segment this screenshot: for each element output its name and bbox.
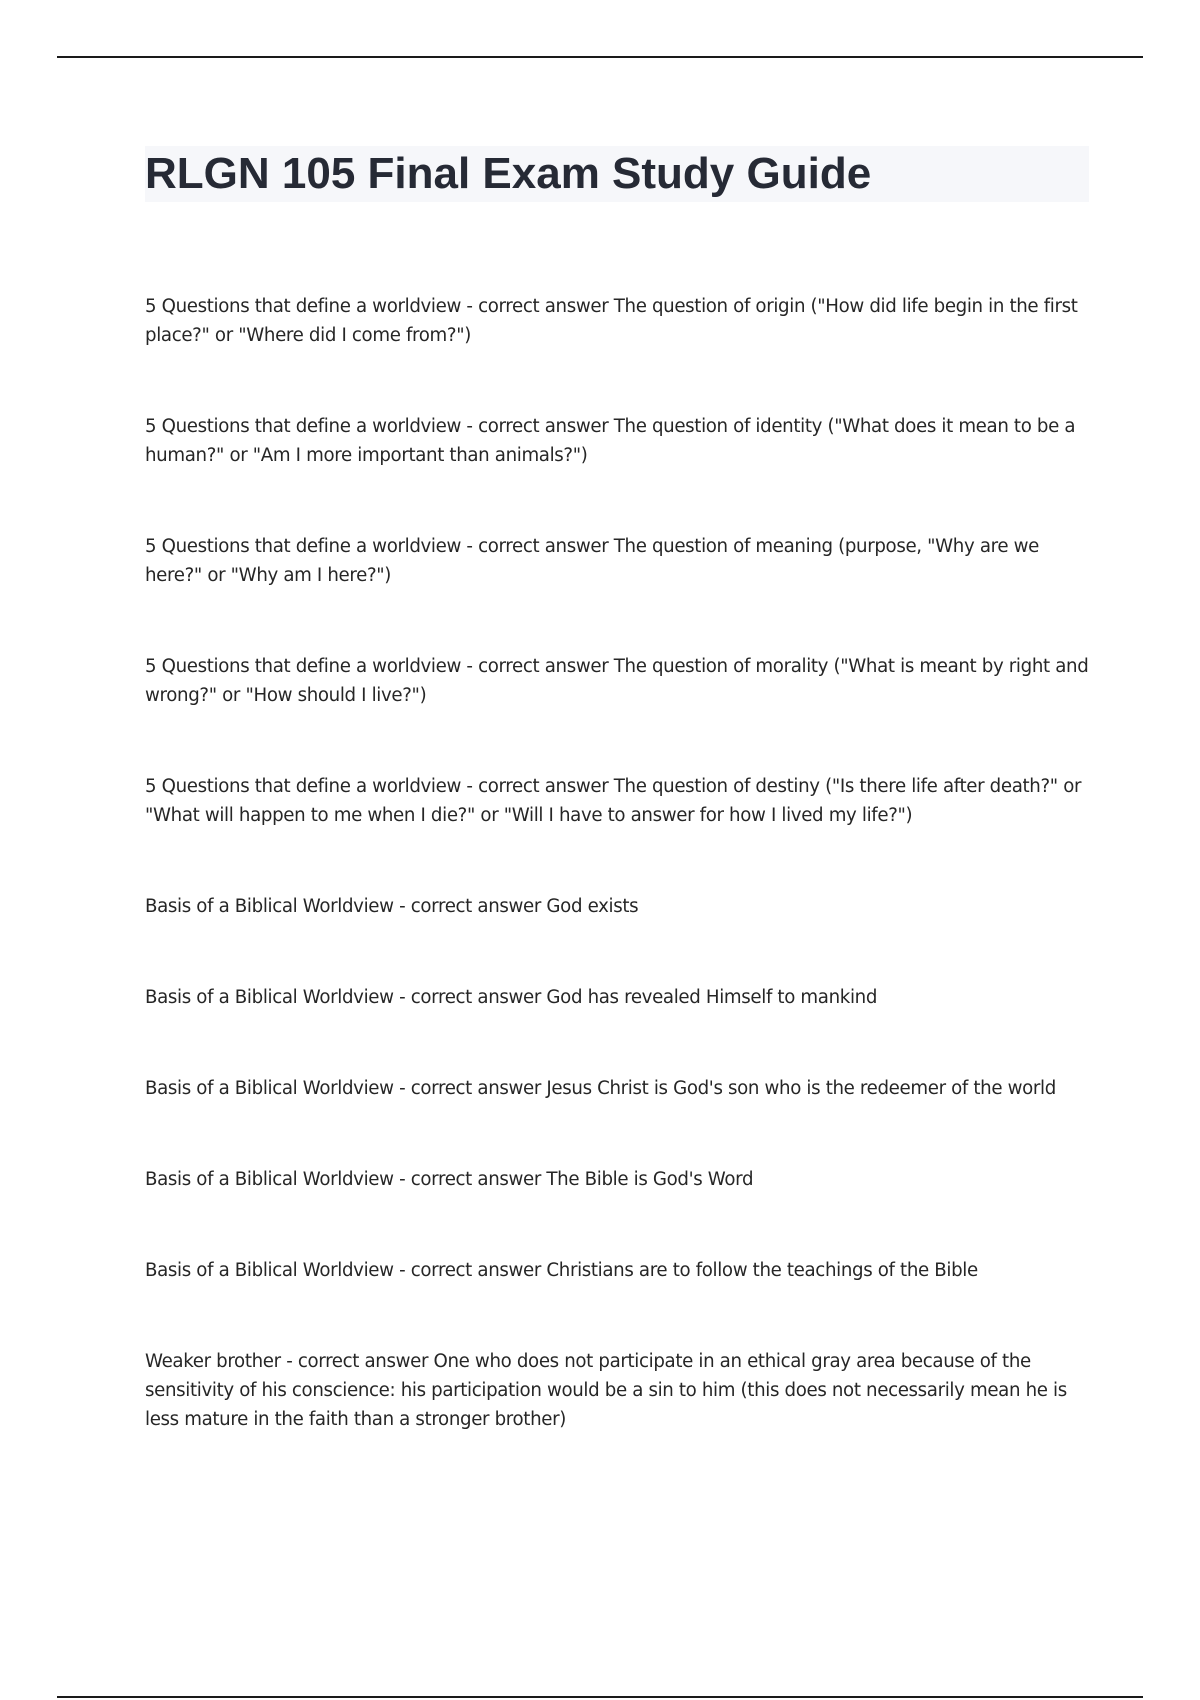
qa-entry: Basis of a Biblical Worldview - correct answer God has revealed Himself to mankind bbox=[145, 987, 878, 1008]
qa-entry: Basis of a Biblical Worldview - correct answer Jesus Christ is God's son who is the redeemer of the world bbox=[145, 1078, 1056, 1099]
title-banner bbox=[145, 146, 1089, 202]
qa-list bbox=[145, 292, 1089, 1496]
qa-entry: Weaker brother - correct answer One who does not participate in an ethical gray area because of the sensitivity of his conscience: his participation would be a sin to him (this does not necessarily mean he is less mature in the faith than a stronger brother) bbox=[145, 1351, 1067, 1430]
page-title: RLGN 105 Final Exam Study Guide bbox=[145, 149, 872, 198]
qa-entry: Basis of a Biblical Worldview - correct answer Christians are to follow the teachings of the Bible bbox=[145, 1260, 978, 1281]
qa-entry: 5 Questions that define a worldview - correct answer The question of identity ("What does it mean to be a human?" or "Am I more important than animals?") bbox=[145, 416, 1076, 466]
qa-entry: Basis of a Biblical Worldview - correct answer God exists bbox=[145, 896, 639, 917]
qa-entry: 5 Questions that define a worldview - correct answer The question of origin ("How did life begin in the first place?" or "Where did I come from?") bbox=[145, 296, 1078, 346]
qa-entry: 5 Questions that define a worldview - correct answer The question of morality ("What is meant by right and wrong?" or "How should I live?") bbox=[145, 656, 1089, 706]
qa-entry: Basis of a Biblical Worldview - correct answer The Bible is God's Word bbox=[145, 1169, 754, 1190]
qa-entry: 5 Questions that define a worldview - correct answer The question of destiny ("Is there life after death?" or "What will happen to me when I die?" or "Will I have to answer for how I lived my life?") bbox=[145, 776, 1082, 826]
qa-entry: 5 Questions that define a worldview - correct answer The question of meaning (purpose, "Why are we here?" or "Why am I here?") bbox=[145, 536, 1039, 586]
bottom-rule bbox=[57, 1696, 1143, 1698]
top-rule bbox=[57, 56, 1143, 58]
